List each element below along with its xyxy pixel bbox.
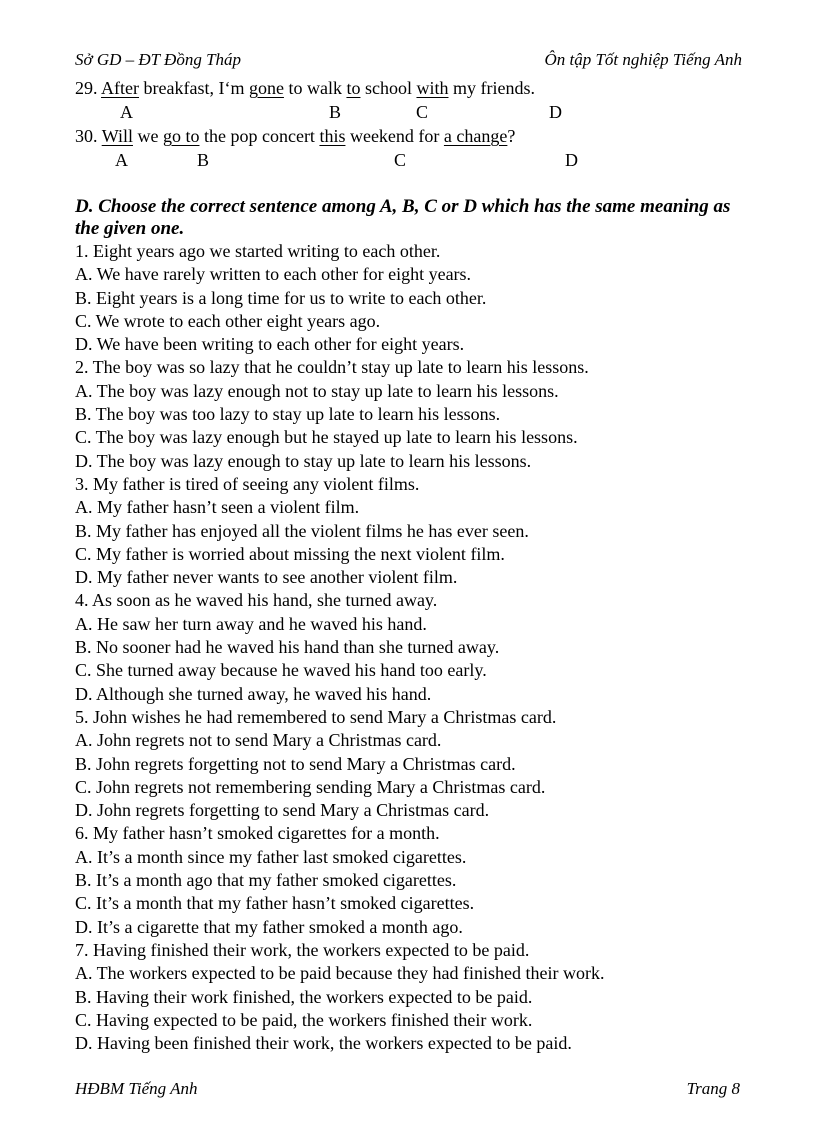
sentence-text: my friends. [448, 78, 535, 98]
option-d-text: with [416, 78, 449, 98]
option-line: D. The boy was lazy enough to stay up late to learn his lessons. [75, 450, 532, 471]
question-line: 4. As soon as he waved his hand, she turned away. [75, 590, 438, 611]
option-line: B. Having their work finished, the workers expected to be paid. [75, 986, 533, 1007]
option-a-label: A [120, 102, 133, 122]
option-c-label: C [394, 150, 407, 170]
question-29 [75, 78, 535, 99]
option-line: C. Having expected to be paid, the workers finished their work. [75, 1009, 533, 1030]
question-line: 2. The boy was so lazy that he couldn’t stay up late to learn his lessons. [75, 357, 589, 378]
option-line: C. She turned away because he waved his hand too early. [75, 660, 487, 681]
option-line: B. My father has enjoyed all the violent films he has ever seen. [75, 520, 529, 541]
option-line: A. We have rarely written to each other for eight years. [75, 264, 472, 285]
option-b-text: go to [162, 126, 200, 146]
option-line: D. Although she turned away, he waved his hand. [75, 683, 432, 704]
question-line: 3. My father is tired of seeing any violent films. [75, 473, 420, 494]
option-line: C. John regrets not remembering sending Mary a Christmas card. [75, 776, 546, 797]
option-a-text: Will [101, 126, 133, 146]
question-number: 29. [75, 78, 98, 98]
option-line: D. My father never wants to see another violent film. [75, 567, 458, 588]
option-line: C. It’s a month that my father hasn’t smoked cigarettes. [75, 893, 475, 914]
sentence-text: school [360, 78, 417, 98]
option-b-label: B [329, 102, 342, 122]
option-line: B. The boy was too lazy to stay up late to learn his lessons. [75, 404, 501, 425]
question-line: 7. Having finished their work, the workers expected to be paid. [75, 939, 530, 960]
option-line: D. John regrets forgetting to send Mary a Christmas card. [75, 800, 490, 821]
sentence-text: weekend for [345, 126, 444, 146]
option-line: D. Having been finished their work, the workers expected to be paid. [75, 1033, 572, 1054]
option-line: B. John regrets forgetting not to send Mary a Christmas card. [75, 753, 516, 774]
question-number: 30. [75, 126, 98, 146]
footer-left: HĐBM Tiếng Anh [75, 1079, 198, 1098]
option-line: B. It’s a month ago that my father smoked cigarettes. [75, 870, 457, 891]
header-right: Ôn tập Tốt nghiệp Tiếng Anh [544, 50, 742, 69]
option-line: C. My father is worried about missing the next violent film. [75, 543, 505, 564]
option-line: A. The workers expected to be paid because they had finished their work. [75, 963, 605, 984]
option-line: B. No sooner had he waved his hand than she turned away. [75, 637, 500, 658]
page-number: Trang 8 [686, 1079, 740, 1098]
option-line: B. Eight years is a long time for us to write to each other. [75, 287, 487, 308]
sentence-text: ? [507, 126, 516, 146]
option-line: D. It’s a cigarette that my father smoked a month ago. [75, 916, 463, 937]
sentence-text: breakfast, I‘m [139, 78, 249, 98]
option-a-text: After [101, 78, 139, 98]
section-d-title: D. Choose the correct sentence among A, B, C or D which has the same meaning as the given one. [75, 196, 731, 239]
option-line: A. It’s a month since my father last smoked cigarettes. [75, 846, 467, 867]
option-line: A. My father hasn’t seen a violent film. [75, 497, 360, 518]
option-line: A. The boy was lazy enough not to stay up late to learn his lessons. [75, 380, 559, 401]
option-line: C. We wrote to each other eight years ago. [75, 310, 381, 331]
option-a-label: A [115, 150, 128, 170]
sentence-text: to walk [283, 78, 347, 98]
option-d-label: D [549, 102, 562, 122]
option-line: A. He saw her turn away and he waved his hand. [75, 613, 427, 634]
question-line: 1. Eight years ago we started writing to each other. [75, 241, 441, 261]
option-b-text: gone [248, 78, 284, 98]
question-line: 5. John wishes he had remembered to send Mary a Christmas card. [75, 706, 557, 727]
option-c-text: this [319, 126, 346, 146]
option-c-text: to [346, 78, 361, 98]
sentence-text: we [132, 126, 163, 146]
option-d-text: a change [443, 126, 508, 146]
section-d-lines [75, 240, 605, 1055]
sentence-text: the pop concert [199, 126, 320, 146]
header-left: Sở GD – ĐT Đồng Tháp [75, 50, 242, 69]
option-line: A. John regrets not to send Mary a Christmas card. [75, 730, 442, 751]
option-c-label: C [416, 102, 429, 122]
option-line: C. The boy was lazy enough but he stayed up late to learn his lessons. [75, 427, 578, 448]
question-30 [75, 126, 515, 147]
option-d-label: D [565, 150, 578, 170]
option-line: D. We have been writing to each other for eight years. [75, 334, 465, 355]
question-line: 6. My father hasn’t smoked cigarettes for a month. [75, 823, 440, 844]
option-b-label: B [197, 150, 210, 170]
